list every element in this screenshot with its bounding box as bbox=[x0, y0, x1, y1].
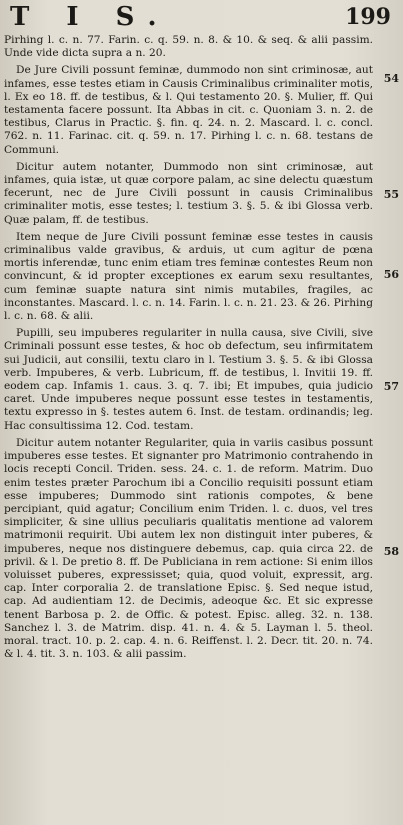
paragraph-3: Item neque de Jure Civili possunt feminæ esse testes in causis criminalibus valde gravibus, & arduis, ut cum agitur de pœna mortis inferendæ, tunc enim etiam tres feminæ contestes Reum non convincunt, & id propter exceptiones ex earum sexu resultantes, cum feminæ suapte natura sint nimis mutabiles, fragiles, ac inconstantes. Mascard. l. c. n. 14. Farin. l. c. n. 21. 23. & 26. Pirhing l. c. n. 68. & alii. bbox=[4, 230, 373, 323]
page-header bbox=[0, 0, 403, 34]
margin-number-54: 54 bbox=[383, 72, 399, 85]
margin-number-57: 57 bbox=[383, 380, 399, 393]
running-title: T I S. bbox=[10, 2, 171, 32]
paragraph-1: De Jure Civili possunt feminæ, dummodo non sint criminosæ, aut infames, esse testes etiam in Causis Criminalibus criminaliter motis, l. Ex eo 18. ff. de testibus, & l. Qui testamento 20. §. Mulier, ff. Qui testamenta facere possunt. Ita Abbas in cit. c. Quoniam 3. n. 2. de testibus, Clarus in Practic. §. fin. q. 24. n. 2. Mascard. l. c. concl. 762. n. 11. Farinac. cit. q. 59. n. 17. Pirhing l. c. n. 68. testans de Communi. bbox=[4, 64, 373, 156]
paragraph-4: Pupilli, seu impuberes regulariter in nulla causa, sive Civili, sive Criminali possunt esse testes, & hoc ob defectum, seu infirmitatem sui Judicii, aut consilii, textu claro in l. Testium 3. §. 5. & ibi Glossa verb. Impuberes, & verb. Lubricum, ff. de testibus, l. Invitii 19. ff. eodem cap. Infamis 1. caus. 3. q. 7. ibi; Et impubes, quia judicio caret. Unde impuberes neque possunt esse testes in testamentis, textu expresso in §. testes autem 6. Inst. de testam. ordinandis; leg. Hac consultissima 12. Cod. testam. bbox=[4, 327, 373, 432]
margin-number-55: 55 bbox=[383, 188, 399, 201]
margin-number-56: 56 bbox=[383, 268, 399, 281]
body-text bbox=[4, 34, 373, 825]
paragraph-2: Dicitur autem notanter, Dummodo non sint criminosæ, aut infames, quia istæ, ut quæ corpore palam, ac sine delectu quæstum fecerunt, nec de Jure Civili possunt in causis Criminalibus criminaliter motis, esse testes; l. testium 3. §. 5. & ibi Glossa verb. Quæ palam, ff. de testibus. bbox=[4, 160, 373, 226]
page-number: 199 bbox=[345, 4, 391, 30]
margin-number-58: 58 bbox=[383, 545, 399, 558]
paragraph-0: Pirhing l. c. n. 77. Farin. c. q. 59. n. 8. & 10. & seq. & alii passim. Unde vide dicta supra a n. 20. bbox=[4, 34, 373, 60]
paragraph-5: Dicitur autem notanter Regulariter, quia in variis casibus possunt impuberes esse testes. Et signanter pro Matrimonio contrahendo in locis recepti Concil. Triden. sess. 24. c. 1. de reform. Matrim. Duo enim testes præter Parochum ibi a Concilio requisiti possunt etiam esse impuberes; Dummodo sint rationis compotes, & bene percipiant, quid agatur; Concilium enim Triden. l. c. duos, vel tres simpliciter, & sine ullius peculiaris qualitatis mentione ad valorem matrimonii requirit. Ubi autem lex non distinguit inter puberes, & impuberes, neque nos distinguere debemus, cap. quia circa 22. de privil. & l. De pretio 8. ff. De Publiciana in rem actione: Si enim illos voluisset puberes, expressisset; quia, quod voluit, expressit, arg. cap. Inter corporalia 2. de translatione Episc. §. Sed neque istud, cap. Ad audientiam 12. de Decimis, adeoque &c. Et sic expresse tenent Barbosa p. 2. de Offic. & potest. Episc. alleg. 32. n. 138. Sanchez l. 3. de Matrim. disp. 41. n. 4. & 5. Layman l. 5. theol. moral. tract. 10. p. 2. cap. 4. n. 6. Reiffenst. l. 2. Decr. tit. 20. n. 74. & l. 4. tit. 3. n. 103. & alii passim. bbox=[4, 436, 373, 661]
